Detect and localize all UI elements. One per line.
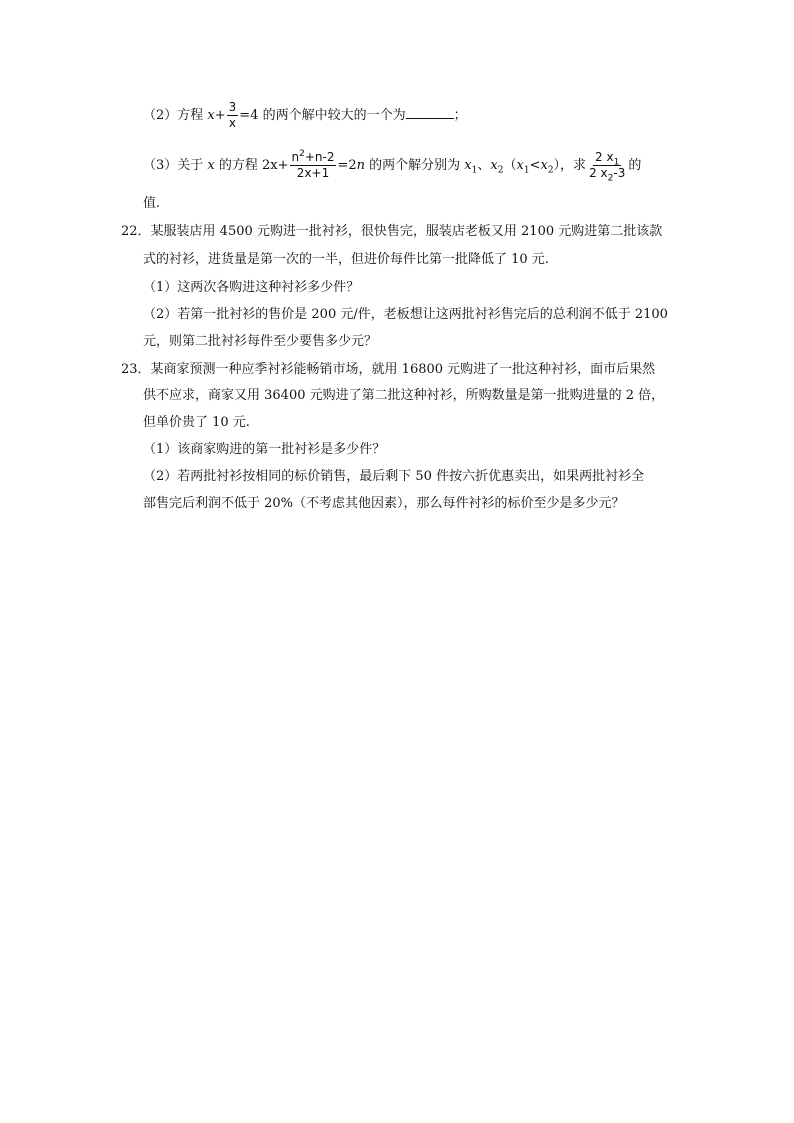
fraction-numerator: 3 [228,100,237,114]
fraction-denominator: x [228,116,237,130]
text-solutions: 的两个解分别为 [365,158,465,173]
plus-sign: + [214,108,226,123]
q22-part2-line1: （2）若第一批衬衫的售价是 200 元/件，老板想让这两批衬衫售完后的总利润不低于 2100 [143,307,668,322]
var-x: x [207,108,215,123]
denominator-2x: 2 x [589,166,608,180]
text-equation-of: 的方程 [214,158,263,173]
q23-part1: （1）该商家购进的第一批衬衫是多少件？ [143,442,386,457]
subscript-1: 1 [613,157,620,168]
numerator-rest: +n-2 [304,150,335,164]
fraction-numerator [593,150,621,166]
q21-part2-label: （2）方程 [143,108,208,123]
q23-part2-line1: （2）若两批衬衫按相同的标价销售，最后剩下 50 件按六折优惠卖出，如果两批衬衫全 [143,469,645,484]
less-than: < [529,158,541,173]
exponent: 2 [299,149,305,159]
q21-part2-text: =4 的两个解中较大的一个为 [239,108,406,123]
var-x1: x [464,158,472,173]
term-2x: 2x+ [262,158,289,173]
subscript-2: 2 [497,165,504,176]
subscript-2: 2 [547,165,554,176]
paren-open: （ [503,158,517,173]
text-find: ），求 [553,158,587,173]
q22-stem-line1: 22．某服装店用 4500 元购进一批衬衫，很快售完，服装店老板又用 2100 元购进第二批该款 [121,224,663,239]
q22-part1: （1）这两次各购进这种衬衫多少件？ [143,280,360,295]
q23-stem-line2: 供不应求，商家又用 36400 元购进了第二批这种衬衫，所购数量是第一批购进量的 2 倍， [143,388,665,403]
q22-stem-line2: 式的衬衫，进货量是第一次的一半，但进价每件比第一批降低了 10 元. [143,252,549,267]
fraction-numerator [290,150,337,166]
equals-2: =2 [337,158,357,173]
var-x2: x [540,158,548,173]
var-x: x [207,158,215,173]
subscript-1: 1 [471,165,478,176]
semicolon: ； [453,108,467,123]
q23-stem-line1: 23．某商家预测一种应季衬衫能畅销市场，就用 16800 元购进了一批这种衬衫，面市后果然 [121,362,656,377]
q23-stem-line3: 但单价贵了 10 元. [143,415,250,430]
fraction-n-expr [290,150,337,181]
q21-part3 [143,149,642,184]
subscript-2: 2 [607,173,614,184]
var-n: n [291,150,300,164]
q22-part2-line2: 元，则第二批衬衫每件至少要售多少元？ [143,334,378,349]
fraction-denominator: 2x+1 [296,166,330,180]
fraction-x1-expr [587,150,627,184]
numerator-2x: 2 x [595,150,614,164]
text-de: 的 [628,158,642,173]
q21-part3-continued: 值. [143,196,161,211]
denominator-rest: -3 [613,166,626,180]
fraction-3-over-x [227,100,239,131]
var-n: n [356,158,366,173]
subscript-1: 1 [523,165,530,176]
var-x2: x [490,158,498,173]
answer-blank [406,104,454,119]
q23-part2-line2: 部售完后利润不低于 20%（不考虑其他因素），那么每件衬衫的标价至少是多少元？ [143,496,625,511]
separator: 、 [477,158,491,173]
fraction-denominator [587,166,627,184]
q21-part3-label: （3）关于 [143,158,208,173]
var-x1: x [516,158,524,173]
q21-part2 [143,100,467,131]
